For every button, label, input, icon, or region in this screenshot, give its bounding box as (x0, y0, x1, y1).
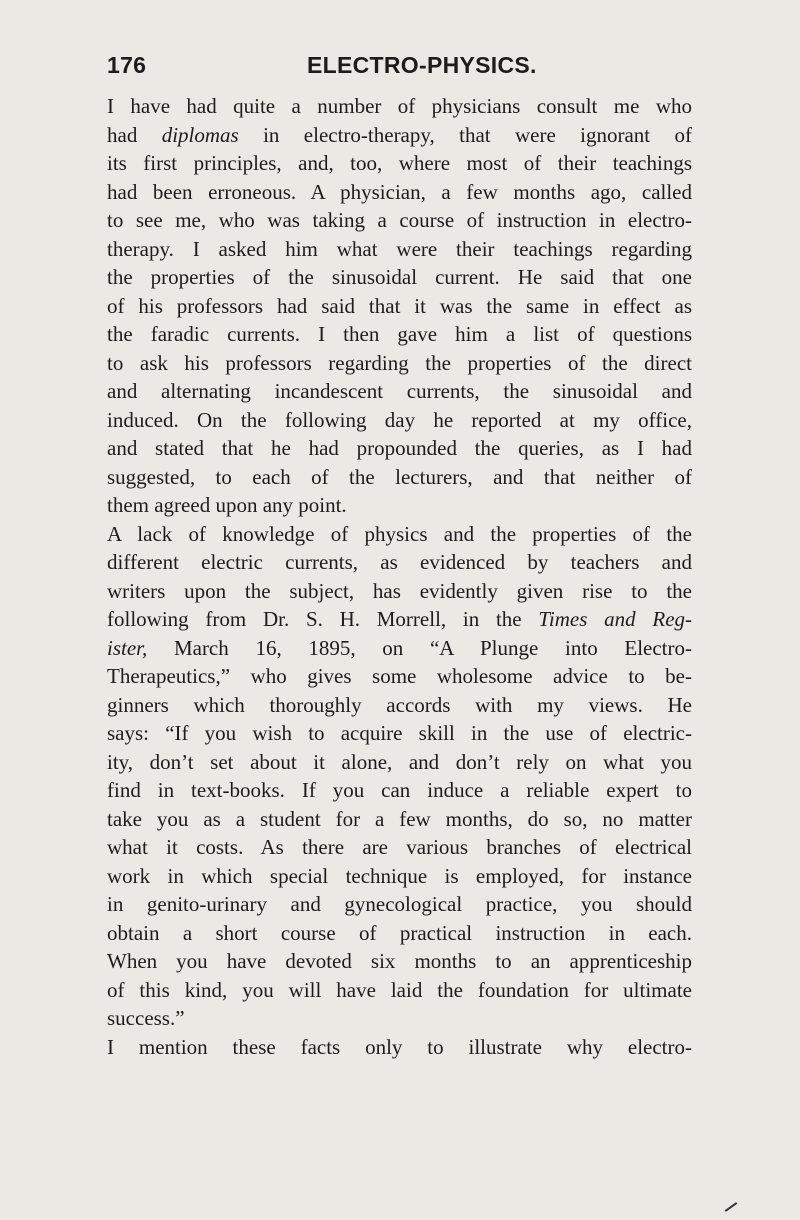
text-line: and alternating incandescent currents, the sinusoidal and (107, 379, 692, 403)
text-line: and stated that he had propounded the queries, as I had (107, 436, 692, 460)
text-line: its first principles, and, too, where most of their teachings (107, 151, 692, 175)
text-line: the faradic currents. I then gave him a list of questions (107, 322, 692, 346)
text-line: success.” (107, 1006, 185, 1030)
italic-text: Times and Reg- (538, 607, 693, 631)
text-line: induced. On the following day he reported at my office, (107, 407, 692, 432)
page-header (107, 52, 692, 86)
text-line: Therapeutics,” who gives some wholesome advice to be- (107, 664, 692, 688)
text-line: different electric currents, as evidenced by teachers and (107, 550, 692, 574)
text-line: take you as a student for a few months, do so, no matter (107, 806, 692, 831)
text-line: had been erroneous. A physician, a few months ago, called (107, 179, 692, 204)
text-line: ister, March 16, 1895, on “A Plunge into Electro- (107, 635, 692, 660)
text-line: suggested, to each of the lecturers, and that neither of (107, 464, 692, 489)
text-line: I have had quite a number of physicians consult me who (107, 94, 692, 118)
text-line: to ask his professors regarding the properties of the direct (107, 350, 692, 375)
text-line: of his professors had said that it was the same in effect as (107, 293, 692, 318)
text-line: had diplomas in electro-therapy, that were ignorant of (107, 122, 693, 147)
body-text (107, 92, 692, 1061)
text-line: the properties of the sinusoidal current. He said that one (107, 265, 692, 289)
text-line: writers upon the subject, has evidently given rise to the (107, 578, 692, 603)
text-line: I mention these facts only to illustrate why electro- (107, 1034, 692, 1059)
text-line: obtain a short course of practical instruction in each. (107, 920, 692, 945)
text-line: says: “If you wish to acquire skill in the use of electric- (107, 721, 692, 745)
text-line: of this kind, you will have laid the foundation for ultimate (107, 977, 692, 1002)
text-line: them agreed upon any point. (107, 493, 347, 517)
italic-text: ister, (107, 635, 148, 660)
text-line: When you have devoted six months to an apprenticeship (107, 949, 692, 973)
text-line: what it costs. As there are various branches of electrical (107, 835, 692, 859)
text-line: work in which special technique is employed, for instance (107, 863, 692, 888)
text-line: A lack of knowledge of physics and the properties of the (107, 521, 692, 546)
text-line: following from Dr. S. H. Morrell, in the Times and Reg- (107, 607, 693, 631)
text-line: ity, don’t set about it alone, and don’t rely on what you (107, 749, 692, 774)
text-line: to see me, who was taking a course of instruction in electro- (107, 208, 692, 232)
page-number: 176 (107, 52, 147, 78)
text-line: in genito-urinary and gynecological practice, you should (107, 892, 692, 916)
running-head: ELECTRO-PHYSICS. (307, 52, 537, 78)
text-line: find in text-books. If you can induce a reliable expert to (107, 778, 692, 802)
stray-mark (725, 1202, 738, 1212)
text-line: ginners which thoroughly accords with my views. He (107, 692, 692, 717)
italic-text: diplomas (161, 122, 239, 147)
text-line: therapy. I asked him what were their teachings regarding (107, 236, 692, 261)
